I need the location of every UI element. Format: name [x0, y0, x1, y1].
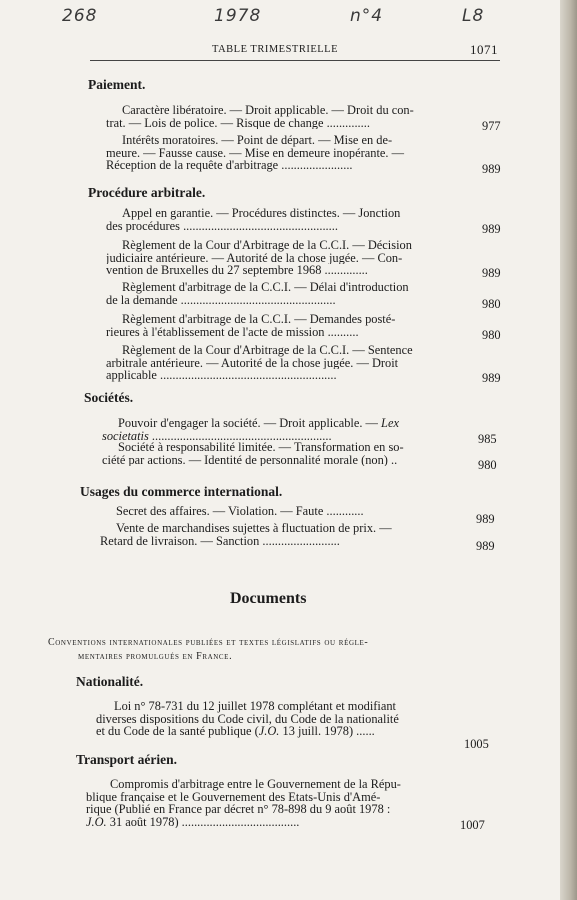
entry-line: rique (Publié en France par décret n° 78-898 du 9 août 1978 : [86, 803, 391, 816]
entry-line [102, 417, 464, 430]
entry-text: 31 août 1978) ...................................... [106, 815, 300, 828]
entry-line [96, 725, 456, 738]
entry-line: Vente de marchandises sujettes à fluctuation de prix. — [116, 522, 392, 535]
entry-line [86, 816, 458, 829]
section-heading-paiement: Paiement. [88, 77, 146, 92]
entry-page-ref: 985 [478, 432, 497, 446]
entry-line: Société à responsabilité limitée. — Transformation en so- [118, 441, 404, 454]
entry-line: judiciaire antérieure. — Autorité de la chose jugée. — Con- [106, 251, 403, 264]
entry-line: de la demande .................................................. [106, 293, 336, 306]
index-entry [102, 441, 464, 466]
header-rule [90, 60, 500, 61]
entry-page-ref: 989 [482, 371, 501, 385]
index-entry [106, 207, 466, 232]
handwritten-note-volume: 268 [62, 6, 98, 26]
entry-line: Règlement de la Cour d'Arbitrage de la C.C.I. — Sentence [122, 344, 413, 357]
entry-line: rieures à l'établissement de l'acte de mission .......... [106, 325, 359, 338]
section-heading-nationalite: Nationalité. [76, 674, 144, 689]
entry-page-ref: 989 [482, 222, 501, 236]
entry-text: et du Code de la santé publique ( [96, 725, 259, 738]
entry-page-ref: 977 [482, 119, 501, 133]
entry-line: Compromis d'arbitrage entre le Gouvernement de la Répu- [110, 778, 401, 791]
handwritten-note-ref: L8 [462, 6, 485, 26]
entry-line: applicable ......................................................... [106, 369, 337, 382]
entry-text-italic: J.O. [86, 815, 107, 828]
entry-line: Règlement d'arbitrage de la C.C.I. — Demandes posté- [122, 313, 396, 326]
index-entry [100, 522, 464, 547]
entry-page-ref: 980 [482, 328, 501, 342]
index-entry [106, 344, 466, 382]
entry-text: .......................................................... [148, 429, 332, 442]
entry-line: trat. — Lois de police. — Risque de change .............. [106, 116, 370, 129]
index-entry [106, 134, 466, 172]
index-entry [96, 700, 456, 738]
conventions-heading [48, 636, 488, 664]
index-entry [106, 313, 466, 338]
conventions-line: Conventions internationales publiées et textes législatifs ou régle- [48, 637, 369, 648]
entry-page-ref: 989 [476, 539, 495, 553]
handwritten-note-issue: n°4 [350, 6, 384, 26]
handwritten-note-year: 1978 [214, 6, 262, 26]
entry-line: Règlement de la Cour d'Arbitrage de la C.C.I. — Décision [122, 239, 412, 252]
entry-line: Règlement d'arbitrage de la C.C.I. — Délai d'introduction [122, 281, 409, 294]
entry-text-italic: societatis [102, 429, 149, 442]
index-entry [102, 417, 464, 442]
entry-line: Loi n° 78-731 du 12 juillet 1978 complétant et modifiant [114, 700, 396, 713]
entry-page-ref: 989 [476, 512, 495, 526]
entry-page-ref: 989 [482, 266, 501, 280]
entry-text-italic: Lex [381, 417, 399, 430]
section-heading-procedure: Procédure arbitrale. [88, 185, 206, 200]
running-head-title: TABLE TRIMESTRIELLE [212, 44, 338, 55]
entry-line: Retard de livraison. — Sanction ......................... [100, 534, 340, 547]
entry-line: Intérêts moratoires. — Point de départ. — Mise en de- [122, 134, 393, 147]
section-heading-societes: Sociétés. [84, 390, 134, 405]
entry-page-ref: 1007 [460, 818, 485, 832]
entry-text: 13 juill. 1978) ...... [279, 725, 375, 738]
entry-line: meure. — Fausse cause. — Mise en demeure inopérante. — [106, 146, 404, 159]
page-edge-shadow [560, 0, 577, 900]
entry-page-ref: 980 [482, 297, 501, 311]
entry-line: des procédures .................................................. [106, 219, 338, 232]
entry-page-ref: 980 [478, 458, 497, 472]
section-heading-transport: Transport aérien. [76, 752, 177, 767]
entry-line: blique française et le Gouvernement des Etats-Unis d'Amé- [86, 790, 381, 803]
entry-line: Appel en garantie. — Procédures distinctes. — Jonction [122, 207, 401, 220]
entry-line: arbitrale antérieure. — Autorité de la chose jugée. — Droit [106, 356, 399, 369]
documents-title: Documents [230, 590, 307, 607]
entry-page-ref: 1005 [464, 737, 489, 751]
index-entry [86, 778, 458, 828]
entry-line: vention de Bruxelles du 27 septembre 1968 .............. [106, 264, 368, 277]
index-entry [106, 104, 466, 129]
entry-line: Secret des affaires. — Violation. — Faute ............ [116, 505, 364, 518]
entry-text: Pouvoir d'engager la société. — Droit applicable. — [118, 417, 382, 430]
index-entry [100, 505, 464, 518]
entry-line: Réception de la requête d'arbitrage ....................... [106, 159, 353, 172]
index-entry [106, 281, 466, 306]
conventions-line: mentaires promulgués en France. [78, 651, 233, 662]
entry-line: diverses dispositions du Code civil, du Code de la nationalité [96, 712, 399, 725]
entry-text-italic: J.O. [258, 725, 280, 738]
entry-line: Caractère libératoire. — Droit applicable. — Droit du con- [122, 104, 414, 117]
entry-line: ciété par actions. — Identité de personnalité morale (non) .. [102, 453, 398, 466]
section-heading-usages: Usages du commerce international. [80, 484, 283, 499]
entry-page-ref: 989 [482, 162, 501, 176]
index-entry [106, 239, 466, 277]
page-number: 1071 [470, 42, 498, 57]
